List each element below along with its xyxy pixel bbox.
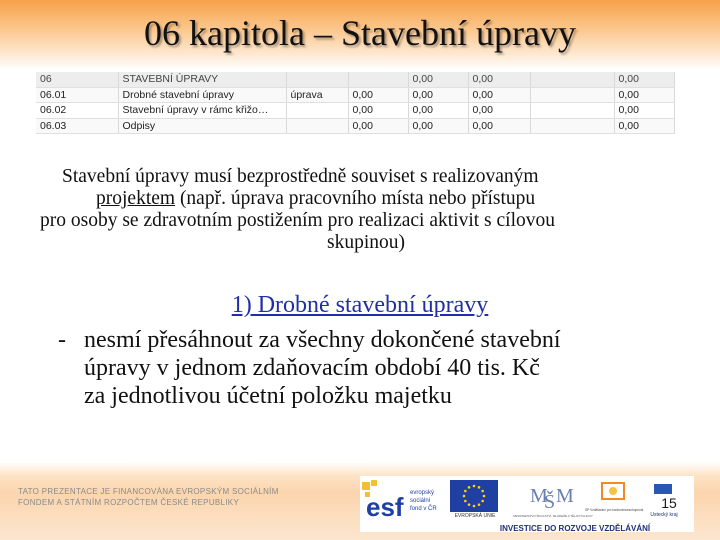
table-cell: 0,00 [408, 72, 468, 87]
intro-line-2 [36, 188, 696, 210]
table-cell: 0,00 [408, 118, 468, 134]
esf-sub-3: fond v ČR [410, 506, 437, 512]
eu-label: EVROPSKÁ UNIE [454, 513, 496, 519]
bullet-line-2: úpravy v jednom zdaňovacím období 40 tis. Kč [84, 355, 540, 381]
eu-star-icon [468, 486, 471, 489]
eu-star-icon [478, 503, 481, 506]
intro-line-4: skupinou) [327, 232, 405, 253]
table-cell-empty [530, 72, 614, 87]
intro-line-1: Stavební úpravy musí bezprostředně souviset s realizovaným [62, 166, 539, 187]
svg-text:M: M [530, 485, 548, 507]
section-title: 1) Drobné stavební úpravy [231, 292, 489, 318]
table-cell: 06 [36, 72, 118, 87]
kraj-label: Ústecký kraj [650, 512, 678, 518]
esf-logo [362, 480, 444, 520]
table-cell: 06.03 [36, 118, 118, 134]
msmt-label: MINISTERSTVO ŠKOLSTVÍ, MLÁDEŽE A TĚLOVÝCHOVY [513, 514, 593, 518]
table-cell: STAVEBNÍ ÚPRAVY [118, 72, 286, 87]
intro-line-3: pro osoby se zdravotním postižením pro realizaci aktivit s cílovou [40, 210, 555, 231]
table-cell: 0,00 [408, 103, 468, 119]
bullet-dash: - [58, 327, 66, 353]
funding-notice-line-2: FONDEM A STÁTNÍM ROZPOČTEM ČESKÉ REPUBLIKY [18, 498, 240, 507]
table-cell: Stavební úpravy v rámc křižo… [118, 103, 286, 119]
eu-star-icon [483, 495, 486, 498]
page-number: 15 [652, 494, 686, 512]
op-label: OP Vzdělávání pro konkurenceschopnost [584, 508, 644, 512]
budget-table [36, 72, 675, 134]
table-cell: 06.01 [36, 87, 118, 103]
table-cell: Drobné stavební úpravy [118, 87, 286, 103]
eu-star-icon [473, 505, 476, 508]
table-cell [348, 72, 408, 87]
table-cell-empty [530, 118, 614, 134]
table-cell: 0,00 [614, 87, 674, 103]
invest-slogan: INVESTICE DO ROZVOJE VZDĚLÁVÁNÍ [499, 524, 651, 533]
eu-star-icon [481, 500, 484, 503]
table-cell: 0,00 [348, 103, 408, 119]
table-cell: Odpisy [118, 118, 286, 134]
section-bullet [58, 326, 678, 410]
table-cell [286, 103, 348, 119]
svg-text:M: M [556, 485, 574, 507]
intro-line-2-rest: (např. úprava pracovního místa nebo přístupu [175, 188, 536, 209]
table-cell: 0,00 [468, 118, 530, 134]
esf-wordmark: esf [366, 492, 404, 522]
budget-table-screenshot [36, 72, 674, 134]
table-cell [286, 118, 348, 134]
table-cell: 0,00 [348, 87, 408, 103]
eu-star-icon [464, 500, 467, 503]
eu-star-icon [478, 486, 481, 489]
slide-title: 06 kapitola – Stavební úpravy [144, 13, 576, 53]
eu-flag-icon [450, 480, 498, 512]
eu-star-icon [464, 490, 467, 493]
funding-notice [18, 486, 318, 508]
funding-notice-line-1: TATO PREZENTACE JE FINANCOVÁNA EVROPSKÝM SOCIÁLNÍM [18, 487, 279, 496]
eu-star-icon [463, 495, 466, 498]
esf-sub-2: sociální [410, 498, 431, 504]
table-cell: 06.02 [36, 103, 118, 119]
table-cell: 0,00 [614, 103, 674, 119]
table-cell: 0,00 [468, 72, 530, 87]
table-cell: 0,00 [468, 103, 530, 119]
op-logo [584, 480, 644, 520]
table-cell [286, 72, 348, 87]
msmt-logo [513, 480, 593, 520]
table-cell: 0,00 [348, 118, 408, 134]
svg-text:Š: Š [544, 491, 556, 513]
table-row [36, 103, 674, 119]
table-cell-empty [530, 103, 614, 119]
intro-paragraph [36, 166, 696, 254]
eu-star-icon [468, 503, 471, 506]
eu-star-icon [481, 490, 484, 493]
table-cell: 0,00 [468, 87, 530, 103]
bullet-line-3: za jednotlivou účetní položku majetku [84, 383, 452, 409]
eu-star-icon [473, 485, 476, 488]
table-cell: 0,00 [614, 118, 674, 134]
underlined-word: projektem [96, 188, 176, 209]
esf-sub-1: evropský [410, 490, 435, 496]
table-cell-empty [530, 87, 614, 103]
table-row [36, 118, 674, 134]
bullet-line-1: nesmí přesáhnout za všechny dokončené stavební [84, 327, 561, 353]
table-row [36, 87, 674, 103]
table-cell: 0,00 [408, 87, 468, 103]
table-cell: úprava [286, 87, 348, 103]
table-row [36, 72, 674, 87]
table-cell: 0,00 [614, 72, 674, 87]
